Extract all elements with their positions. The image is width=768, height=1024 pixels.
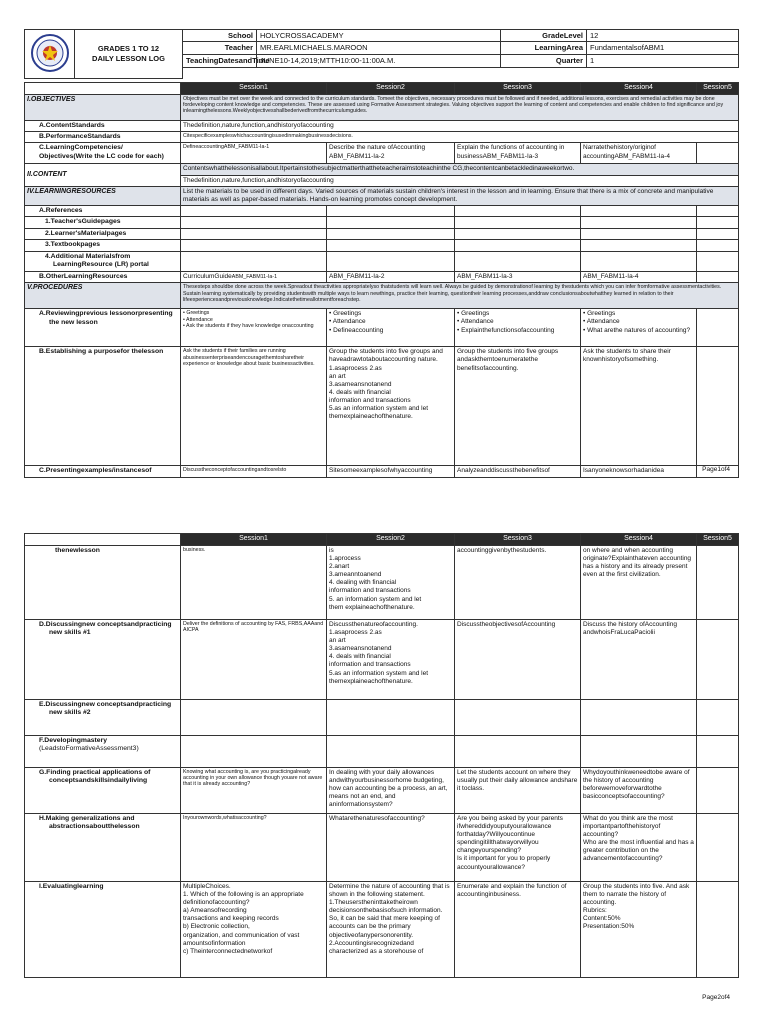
content-note: Contentswhatthelessonisallabout.Itpertainstothesubjectmatterthattheteacheraimstoteachinthe CG,thecontentcanbetackledinaweekortwo. (181, 164, 738, 175)
session-header-row (25, 82, 739, 94)
content-standards-label: A.ContentStandards (25, 120, 181, 131)
generalizations-label: H.Making generalizations and abstractionsaboutthelesson (25, 813, 181, 881)
discussing-2-label: E.Discussingnew conceptsandpracticing new skills #2 (25, 699, 181, 735)
quarter-label: Quarter (501, 54, 587, 67)
other-resources-session-4: ABM_FABM11-Ia-4 (581, 271, 697, 282)
performance-standards-text: Citespecificexampleswhichaccountingisusedinmakingbusinessdecisions. (181, 131, 739, 142)
school-label: School (183, 30, 257, 42)
deped-seal-logo (25, 30, 75, 79)
objectives-text: Objectives must be met over the week and connected to the curriculum standards. Tomeet the objectives, necessary procedures must be followed and if needed, additional lessons, exercises and remedial activities may be done fordeveloping content knowledge and competencies. These are assessed using Formative Assessment strategies. Valuing objectives support the learning of content and competencies and enable children to find significance and joy inlearningthelessons.Weeklyobjectivesshallbederivedfromthecurriculumguides. (181, 94, 739, 120)
page-1-footer: Page1of4 (702, 466, 730, 473)
content-standards-text: Thedefinition,nature,function,andhistoryofaccounting (181, 120, 739, 131)
session-3-header: Session3 (455, 82, 581, 94)
grade-value: 12 (587, 30, 739, 42)
performance-standards-label: B.PerformanceStandards (25, 131, 181, 142)
applications-session-2: In dealing with your daily allowances andwithyourbusinessorhome budgeting, how can accounting be a process, an art, means not an end, and aninformationsystem? (327, 767, 455, 813)
discussing-1-session-2: Discussthenatureofaccounting. 1.asaprocess 2.as an art 3.asameansnotanend 4. deals with financial information and transactions 5.as an information system and let themexplaineachofthenature. (327, 619, 455, 699)
procedures-label: V.PROCEDURES (25, 283, 181, 309)
discussing-1-session-1: Deliver the definitions of accounting by FAS, FRBS,AAAand AICPA (181, 619, 327, 699)
reviewing-session-4: • Greetings • Attendance • What arethe natures of accounting? (581, 309, 697, 347)
dll-table-page-2 (24, 533, 739, 978)
lesson-log-page-1 (24, 29, 738, 478)
new-lesson-session-3: accountinggivenbythestudents. (455, 545, 581, 619)
area-value: FundamentalsofABM1 (587, 42, 739, 54)
new-lesson-session-1: business. (181, 545, 327, 619)
other-resources-session-2: ABM_FABM11-Ia-2 (327, 271, 455, 282)
session-header-row-2 (25, 534, 739, 546)
applications-session-4: Whydoyouthinkweneedtobe aware of the history of accounting beforewemoveforwardtothe basicconceptsofaccounting? (581, 767, 697, 813)
applications-session-1: Knowing what accounting is, are you practicingalready accounting in your own allowance though youare not aware that it is already accounting? (181, 767, 327, 813)
school-value: HOLYCROSSACADEMY (257, 30, 501, 42)
objectives-label: I.OBJECTIVES (25, 94, 181, 120)
evaluating-session-1: MultipleChoices. 1. Which of the following is an appropriate definitionofaccounting? a) Ameansofrecording transactions and keeping records b) Electronic collection, organization, and communication of vast amountsofinformation c) Theinterconnectednetworkof (181, 881, 327, 977)
session-4-header: Session4 (581, 82, 697, 94)
teacher-label: Teacher (183, 42, 257, 54)
discussing-1-session-4: Discuss the history ofAccounting andwhoisFraLucaPaciolii (581, 619, 697, 699)
competency-session-3: Explain the functions of accounting in businessABM_FABM11-Ia-3 (455, 143, 581, 164)
session-3-header: Session3 (455, 534, 581, 546)
competency-session-2: Describe the nature ofAccounting ABM_FABM11-Ia-2 (327, 143, 455, 164)
session-1-header: Session1 (181, 534, 327, 546)
purpose-session-4: Ask the students to share their knownhistoryofsomething. (581, 347, 697, 466)
reviewing-session-1: • Greetings • Attendance • Ask the students if they have knowledge onaccounting (181, 309, 327, 347)
session-2-header: Session2 (327, 534, 455, 546)
other-resources-session-3: ABM_FABM11-Ia-3 (455, 271, 581, 282)
discussing-1-label: D.Discussingnew conceptsandpracticing new skills #1 (25, 619, 181, 699)
generalizations-session-3: Are you being asked by your parents ifwhereddidyouputyourallowance forthatday?Willyoucontinue spendingitillthatwayorwillyou changeyourspending? Is it important for you to properly accountyourallowance? (455, 813, 581, 881)
applications-session-3: Let the students account on where they usually put their daily allowance andshare it toclass. (455, 767, 581, 813)
lesson-log-page-2 (24, 533, 738, 978)
presenting-session-4: Isanyoneknowsorhadanidea (581, 466, 697, 477)
session-2-header: Session2 (327, 82, 455, 94)
generalizations-session-1: Inyourownwords,whatisaccounting? (181, 813, 327, 881)
page-2-footer: Page2of4 (702, 994, 730, 1001)
discussing-1-session-3: DiscusstheobjectivesofAccounting (455, 619, 581, 699)
purpose-session-1: Ask the students if their families are running abusinessenterpriseandencouragethemtosharetheir experience or knowledge about basic businessactivities. (181, 347, 327, 466)
area-label: LearningArea (501, 42, 587, 54)
grade-label: GradeLevel (501, 30, 587, 42)
header-table (24, 29, 739, 79)
competency-session-1: DefineaccountingABM_FABM11-Ia-1 (181, 143, 327, 164)
presenting-session-2: Sitesomeexamplesofwhyaccounting (327, 466, 455, 477)
session-1-header: Session1 (181, 82, 327, 94)
new-lesson-label: thenewlesson (25, 545, 181, 619)
session-5-header: Session5 (697, 82, 739, 94)
other-resources-label: B.OtherLearningResources (25, 271, 181, 282)
competencies-label: C.LearningCompetencies/ Objectives(Write the LC code for each) (25, 143, 181, 164)
new-lesson-session-4: on where and when accounting originate?Explainthateven accounting has a history and its already present even at the first civilization. (581, 545, 697, 619)
reviewing-session-2: • Greetings • Attendance • Defineaccounting (327, 309, 455, 347)
seal-icon (30, 33, 70, 73)
presenting-session-3: Analyzeanddiscussthebenefitsof (455, 466, 581, 477)
learning-resources-label: IV.LEARNINGRESOURCES (25, 186, 181, 205)
purpose-session-3: Group the students into five groups andaskthemtoenumeratethe benefitsofaccounting. (455, 347, 581, 466)
learning-resources-text: List the materials to be used in different days. Varied sources of materials sustain children's interest in the lesson and in learning. Ensure that there is a mix of concrete and manipulative materials as well as paper-based materials. Hands-on learning promotes concept development. (181, 186, 739, 205)
evaluating-session-2: Determine the nature of accounting that is shown in the following statement. 1.Theuserstheninttaketheirown decisionsonthebasisofsuch information. So, it can be said that mere keeping of accounts can be the primary objectiveofanypersonorentity. 2.Accountingisrecognizedand characterized as a storehouse of (327, 881, 455, 977)
other-resources-session-1: CurriculumGuideABM_FABM11-Ia-1 (181, 271, 327, 282)
practical-applications-label: G.Finding practical applications of conceptsandskillsindailyliving (25, 767, 181, 813)
reviewing-label: A.Reviewingprevious lessonorpresenting the new lesson (25, 309, 181, 347)
purpose-session-2: Group the students into five groups and haveadrawtotaboutaccounting nature. 1.asaprocess 2.as an art 3.asameansnotanend 4. deals with financial information and transactions 5.as an information system and let themexplaineachofthenature. (327, 347, 455, 466)
evaluating-session-3: Enumerate and explain the function of accountinginbusiness. (455, 881, 581, 977)
developing-mastery-label: F.Developingmastery (LeadstoFormativeAssessment3) (25, 735, 181, 767)
session-4-header: Session4 (581, 534, 697, 546)
teacher-value: MR.EARLMICHAELS.MAROON (257, 42, 501, 54)
generalizations-session-4: What do you think are the most importantpartofthehistoryof accounting? Who are the most influential and has a greater contribution on the advancementofaccounting? (581, 813, 697, 881)
presenting-session-1: Discusstheconceptofaccountingandtosrelsto (181, 466, 327, 477)
dates-value: JUNE10-14,2019;MTTH10:00-11:00A.M. (257, 54, 501, 67)
ref-learners-material-label: 2.Learner'sMaterialpages (25, 228, 181, 239)
session-5-header: Session5 (697, 534, 739, 546)
references-label: A.References (25, 205, 181, 216)
ref-teachers-guide-label: 1.Teacher'sGuidepages (25, 217, 181, 228)
dll-table-page-1 (24, 82, 739, 478)
document-title: GRADES 1 TO 12 DAILY LESSON LOG (75, 30, 183, 79)
ref-textbook-label: 3.Textbookpages (25, 240, 181, 251)
presenting-examples-label: C.Presentingexamples/instancesof (25, 466, 181, 477)
establishing-purpose-label: B.Establishing a purposefor thelesson (25, 347, 181, 466)
competency-session-4: Narratethehistory/originof accountingABM_FABM11-Ia-4 (581, 143, 697, 164)
dates-label: TeachingDatesandTime (183, 54, 257, 67)
content-text: Thedefinition,nature,function,andhistoryofaccounting (183, 176, 334, 184)
generalizations-session-2: Whatarethenaturesofaccounting? (327, 813, 455, 881)
ref-additional-materials-label: 4.Additional Materialsfrom LearningResource (LR) portal (25, 251, 181, 271)
reviewing-session-3: • Greetings • Attendance • Explainthefunctionsofaccounting (455, 309, 581, 347)
evaluating-label: I.Evaluatinglearning (25, 881, 181, 977)
evaluating-session-4: Group the students into five. And ask them to narrate the history of accounting. Rubrics: Content:50% Presentation:50% (581, 881, 697, 977)
procedures-text: Thesesteps shouldbe done across the week.Spreadout theactivities appropriatelyso thatstudents will learn well. Always be guided by demonstrationof learning by thestudents which you can infer fromformative assessmentactivities. Sustain learning systematically by providing studentswith multiple ways to learn newthings, practice their learning, questiontheir learning processes,anddraw conclusionsaboutwhatthey learned in relation to their lifeexperiencesandpreviousknowledge.Indicatethetimeallotmentforeachstep. (181, 283, 739, 309)
new-lesson-session-2: is 1.aprocess 2.anart 3.ameanntoanend 4. dealing with financial information and transactions 5. an information system and let them explaineachofthenature. (327, 545, 455, 619)
content-label: II.CONTENT (25, 164, 181, 186)
quarter-value: 1 (587, 54, 739, 67)
